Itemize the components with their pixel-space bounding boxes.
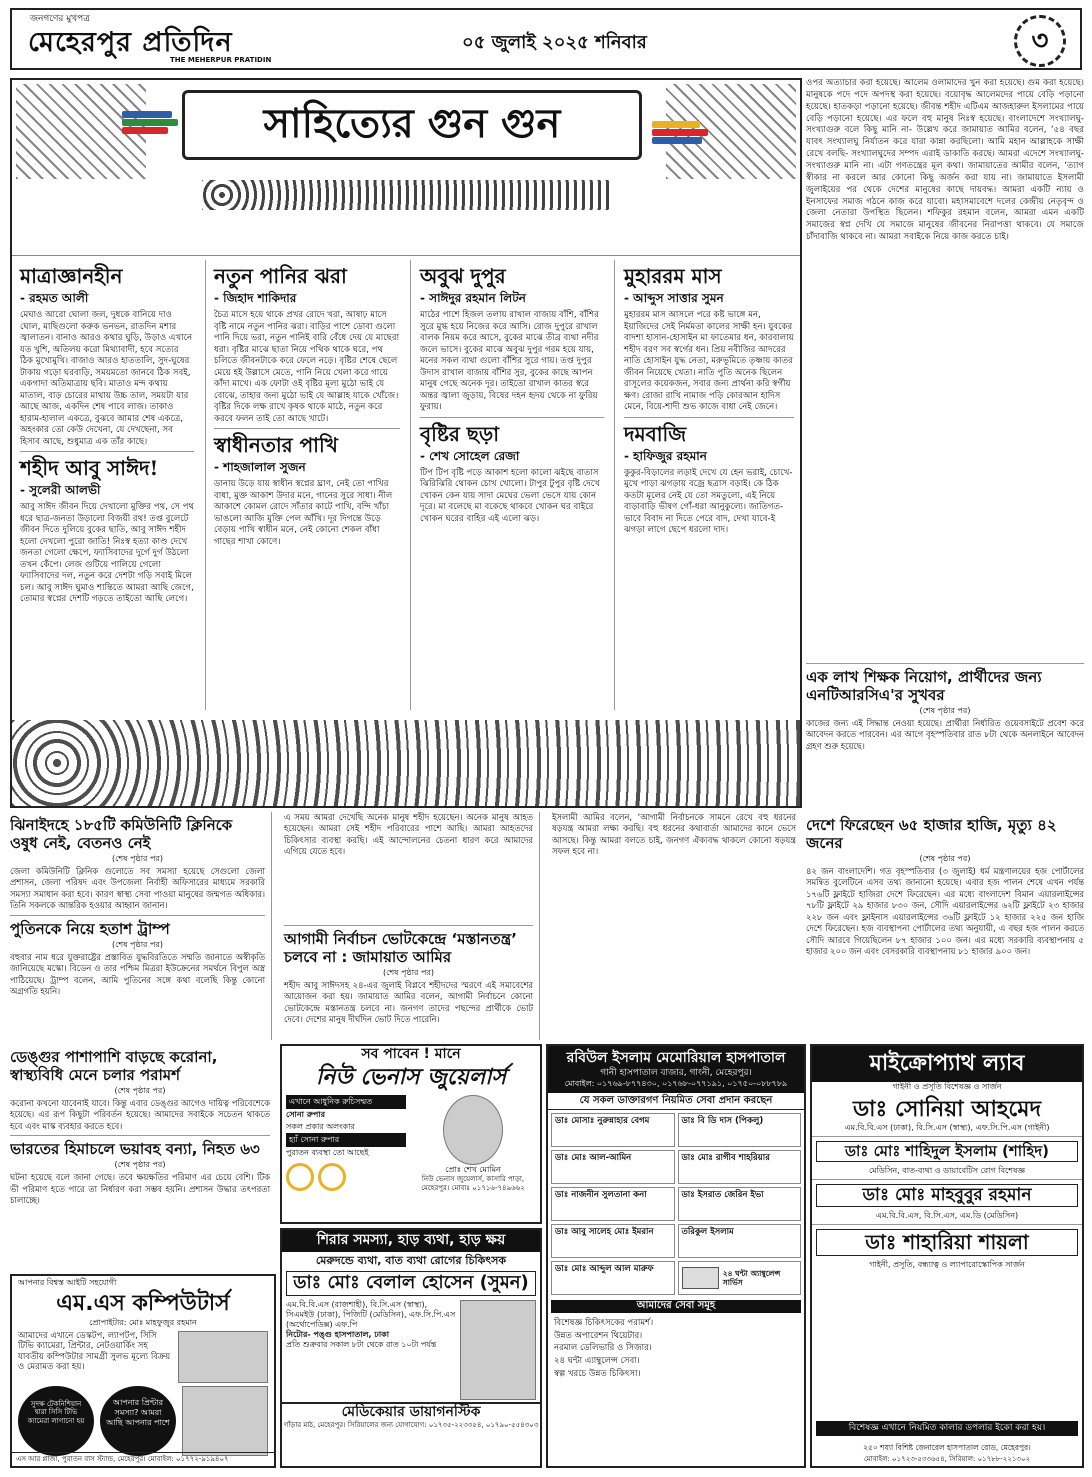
ad-address: এস আর প্লাজা, পুরাতন বাস স্ট্যান্ড, মেহেরপুর। মোবাইল: ০১৭৭২-৯১৯৪০৭ — [12, 1452, 274, 1466]
news-headline[interactable]: ভারতের হিমাচলে ভয়াবহ বন্যা, নিহত ৬৩ — [10, 1140, 260, 1159]
news-ntrca[interactable] — [806, 663, 1084, 752]
news-body: ইসলামী আমির বলেন, ‘আগামী নির্বাচনকে সামনে রেখে বহু ধরনের ষড়যন্ত্র আমরা লক্ষ্য করছি। বহু ধরনের কথাবার্তা আমাদের কানে ভেসে আসছে। কিন্তু আমরা বলতে চাই, জনগণ ঐক্যবদ্ধ থাকলে কোনো ষড়যন্ত্র সফল হবে না। — [552, 812, 796, 857]
doctor-photo — [460, 1300, 536, 1400]
diagnostic-center-name[interactable]: মেডিকেয়ার ডায়াগনস্টিক — [282, 1402, 540, 1422]
doctor-hospital: নিটোর- পঙ্গু হাসপাতাল, ঢাকা — [286, 1329, 390, 1339]
poem-author: - জিহাদ শাকিদার — [214, 291, 297, 305]
poem-author: - সাঈদুর রহমান লিটন — [420, 291, 526, 305]
doctor-degrees: এম.বি.বি.এস (রাজশাহী), বি.সি.এস (স্বাস্থ্য), সিএমইউ (ঢাকা), পিজিটি (মেডিসিন), এফ.সি.পি.এস (অর্থোপেডিক্স) এফ.পি — [286, 1299, 456, 1329]
lab-subtitle: গাইনী ও প্রসূতি বিশেষজ্ঞ ও সার্জন — [892, 1081, 1002, 1091]
news-headline[interactable]: ডেঙ্গুর পাশাপাশি বাড়ছে করোনা, স্বাস্থ্যবিধি মেনে চলার পরামর্শ — [10, 1048, 218, 1084]
lab-doctor[interactable]: ডাঃ শাহারিয়া শায়লা — [816, 1229, 1078, 1256]
ad-address: ২৫০ শয্যা বিশিষ্ট জেনারেল হাসপাতাল রোড, মেহেরপুর। — [863, 1442, 1031, 1452]
poem-column-3 — [414, 260, 610, 525]
divider — [284, 925, 533, 926]
poem-author: - শাহজালাল সুজন — [214, 460, 306, 475]
computer-products-icon — [182, 1386, 268, 1456]
news-headline[interactable]: এক লাখ শিক্ষক নিয়োগ, প্রার্থীদের জন্য এনটিআরসিএ'র সুখবর — [806, 668, 1042, 704]
lab-doctor-degree: মেডিসিন, বাত-ব্যথা ও ডায়াবেটিস রোগ বিশেষজ্ঞ — [868, 1165, 1026, 1175]
doctor-list-header: যে সকল ডাক্তারগণ নিয়মিত সেবা প্রদান করছেন — [548, 1093, 804, 1111]
news-hajj[interactable] — [806, 812, 1084, 1040]
cctv-badge: সুদক্ষ টেকনিশিয়ান দ্বারা সিসি টিভি ক্যামেরা লাগানো হয় — [18, 1386, 94, 1456]
divider — [812, 1224, 1082, 1225]
lab-doctor-degree: এম.বি.বি.এস (ঢাকা), বি.সি.এস (স্বাস্থ্য), এফ.সি.পি.এস (গাইনী) — [844, 1123, 1050, 1132]
service-item: ২৪ ঘন্টা এ্যাম্বুলেন্স সেবা। — [554, 1356, 640, 1366]
lab-doctor[interactable]: ডাঃ মোঃ মাহবুবুর রহমান — [816, 1184, 1078, 1207]
ad-company-name[interactable]: এম.এস কম্পিউটার্স — [56, 1291, 230, 1316]
news-body: শহীদ আবু সাঈদসহ ২৪-এর জুলাই বিপ্লবে শহীদদের স্মরণে এই সমাবেশের আয়োজন করা হয়। জামায়াত আমির বলেন, আগামী নির্বাচনে কোনো ভোটকেন্দ্রে মস্তানতন্ত্র চলবে না। জনগণ তাদের পছন্দের প্রার্থীকে ভোট দেবে। দেশের মানুষ দীর্ঘদিন ভোট দিতে পারেনি। — [284, 980, 533, 1025]
poem-title: স্বাধীনতার পাখি — [214, 433, 338, 458]
poem-title: নতুন পানির ঝরা — [214, 264, 347, 288]
news-body: কাজের জন্য এই সিদ্ধান্ত নেওয়া হয়েছে। প্রার্থীরা নির্ধারিত ওয়েবসাইটে প্রবেশ করে আবেদন করতে পারবেন। এর আগে বৃহস্পতিবার রাত ৮টা থেকে অনলাইনে আবেদন গ্রহণ শুরু হয়েছে। — [806, 718, 1084, 751]
literature-banner — [12, 80, 800, 256]
service-item: বিশেষজ্ঞ চিকিৎসকের পরামর্শ। — [554, 1317, 654, 1328]
doctor-name[interactable]: ডাঃ মোঃ বেলাল হোসেন (সুমন) — [286, 1271, 536, 1296]
news-headline[interactable]: আগামী নির্বাচন ভোটকেন্দ্রে ‘মস্তানতন্ত্র’ চলবে না : জামায়াত আমির — [284, 930, 517, 966]
printer-badge: আপনার প্রিন্টার সমস্যা? আমরা আছি আপনার পাশে — [100, 1386, 176, 1456]
ad-line: হ্যাঁ সোনা রুপার — [286, 1133, 406, 1147]
lab-doctor[interactable]: ডাঃ মোঃ শাহিদুল ইসলাম (শাহিদ) — [816, 1141, 1078, 1162]
ad-phone: মোবাইল: ০১৭২৩-৫৩৩৬৫৪, সিরিয়াল: ০১৭৮৮-২২১৩০২ — [863, 1455, 1031, 1464]
poem-title: শহীদ আবু সাঈদ! — [20, 456, 159, 481]
masthead — [10, 8, 1082, 70]
news-jamaat-1[interactable] — [278, 812, 540, 1040]
poem-text: মুহাররম মাস আসলে পরে কষ্ট ভাঙ্গে মন, ইয়াজিদের সেই নির্মমতা কালের সাক্ষী হন। যুবকের বাদশা হাসান-হোসাইন মা ফাতেমার ধন, কারবালায় শহীদ বরণ সব স্বর্গের ধন। প্রিয় নবীজির আদরের নাতি হোসাইন যুদ্ধ নেতা, মরুভূমিতে তৃষ্ণায় কাতর জীবন নিয়েছে খেতা। নাতি পুতি অনেক ছিলেন রাসূলের কয়েকজন, সবার জন্য প্রার্থনা করি স্বর্গীয় ক্ষণ। রোজা রাখি নামাজ পড়ি কোরআন হাদিস মেনে, বিয়ে-শাদী শুভ কাজে বাধা নেই জেনে। — [624, 310, 794, 413]
ad-line: পুরাতন ব্যবস্থা তো আছেই — [286, 1148, 369, 1157]
column-rule — [205, 260, 206, 710]
service-item: উন্নত অপারেশন থিয়েটার। — [554, 1330, 643, 1341]
lab-doctor-degree: গাইনী, প্রসূতি, বন্ধ্যাত্ব ও ল্যাপারোস্কোপিক সার্জন — [869, 1260, 1025, 1269]
ad-company-name[interactable]: নিউ ভেনাস জুয়েলার্স — [315, 1064, 507, 1090]
poem-title: মুহাররম মাস — [624, 264, 722, 288]
hospital-phone: মোবাইল: ০১৭৬৯-৮৭৭৪৩০, ০১৭৬৮-০৭৭১৯১, ০১৭৫০-০৮৮৭৮৯ — [564, 1078, 788, 1088]
ad-address: নিউ ভেনাস জুয়েলার্স, কাসারি পাড়া, মেহেরপুর। মোবাঃ ০১৭১৬-৭৪৯৬৬২ — [421, 1175, 525, 1192]
ad-address: গাঁড়ার মাঠ, মেহেরপুর। সিরিয়ালের জন্য যোগাযোগ: ০১৭৩৫-২২৩৩৫৪, ০১৭৯০-৫৫৪৩০৩ — [283, 1421, 539, 1430]
hospital-doctor[interactable]: ডাঃ মোঃ আব্দুল আল মারুফ — [551, 1261, 675, 1295]
lab-doctor-degree: এম.বি.বি.এস, বি.সি.এস, এম.ডি (মেডিসিন) — [875, 1211, 1019, 1220]
news-body: ঘটনা হয়েছে বলে জানা গেছে। তবে ক্ষয়ক্ষতির পরিমাণ এর চেয়ে বেশি। টিক ভী পরিমাণ হতে পারে তা নির্ধারণ করা সম্ভব হয়নি। প্রশাসন উদ্ধার তৎপরতা চালাচ্ছে। — [10, 1172, 270, 1206]
divider — [812, 1179, 1082, 1180]
doctor-schedule: প্রতি শুক্রবার সকাল ৮টা থেকে রাত ১০টা পর্যন্ত — [286, 1339, 437, 1349]
poem-text: টিপ টিপ বৃষ্টি পড়ে আকাশ হলো কালো ঝইছে বাতাস ঝিরিঝিরি থোকন চোখ খোলো। টাপুর টুপুর বৃষ্টি দেখে খোকন কেন যায় সাদা মেঘের ভেলা ভেসে যায় কোন দূরে। মা বলেছে মা বকেছে থাকবে খোকন ঘর বাইরে খোকন ঘরের বাহির এই এলো ঝড়। — [420, 467, 600, 524]
poem-title: দমবাজি — [624, 421, 687, 446]
books-icon — [122, 110, 182, 136]
hospital-doctor[interactable]: ডাঃ বি ডি দাস (পিকলু) — [678, 1113, 802, 1147]
literature-title: সাহিত্যের গুন গুন — [182, 90, 642, 160]
ad-specialty-2: মেরুদন্ডে ব্যথা, বাত ব্যথা রোগের চিকিৎসক — [315, 1253, 507, 1267]
ad-new-venus-jewellers[interactable] — [280, 1044, 542, 1224]
news-continued-label: (শেষ পৃষ্ঠার পর) — [114, 1160, 166, 1170]
service-item: স্বল্প খরচে উন্নত চিকিৎসা। — [554, 1368, 641, 1379]
owner-photo — [443, 1095, 503, 1165]
poem-text: চৈত্র মাসে হয়ে থাকে প্রখর রোদে খরা, আষাঢ় মাসে বৃষ্টি নামে নতুন পানির ঝরা। বাড়ির পাশে ডোবা গুলো পানি দিয়ে ভরা, নতুন পানিই বারি বেঁধে দেয় যে মাছেরা ধরা। বৃষ্টির মাঝে ছাতা নিয়ে পথিক থাকে ঘরে, পথ চলিতে জীবনটাকে করে ফেলে নড়ে। বৃষ্টির শেষে ছেলে মেয়ে হই উল্লাসে মেতে, পানি নিয়ে খেলা করে গায়ে কাঁদা মাখে। এক ফোটা ওই বৃষ্টির মূল্য মুঠো ভাই যে বোঝে, তাহার জন্য মুঠো ভাই যে আল্লাহ যাকে খোঁজে। বৃষ্টির দিকে লক্ষ রাখে কৃষক থাকে মাঠে, নতুন করে করবে ফলন তাই তো আছে খাটে। — [214, 310, 400, 424]
service-item: নরমাল ডেলিভারি ও সিজার। — [554, 1343, 652, 1354]
divider — [10, 1135, 270, 1136]
poem-column-2 — [208, 260, 406, 548]
poem-text: মেঘাও আরো ঘোলা জল, দুধকে বানিয়ে দাও ঘোল, মাছিগুলো করুক ভনভন, রাতদিন মশার জ্বালাতন। বানাও আরও কথার ঘুড়ি, উড়াও এখানে যত খুশি, অতিলয় করো মিথ্যাবাদী, হবে সত্যের ঠিক মুখোমুখি। বাজাও আরও হাততালি, সুদ-ঘুষের টাকায় গড়ো ঘরবাড়ি, সময়মতো জানবে ঠিক সবই, একগাদা অতিমাত্রায় ছবি। মাতাও মন্দ কথায় মাতাল, বাড় চোরের মাথায় উচ্চ তাল, সময়টা যার আছে আজ, একদিন শেষ পাবে লাজ। তাকাও হারাম-হালাল একত্রে, বুঝবে আমার শেষ একত্রে, অহংকার তো কেউ দেখেনা, যে দেখছেনা, সব হিসাব আছে, শুধুমাত্র এক তাঁর কাছে। — [20, 310, 193, 447]
books-icon — [652, 120, 712, 146]
ornament-band-icon — [202, 180, 612, 210]
ad-specialty: শিরার সমস্যা, হাড় ব্যথা, হাড় ক্ষয় — [282, 1230, 540, 1252]
poem-column-4 — [618, 260, 800, 537]
divider — [812, 1136, 1082, 1137]
hospital-doctor[interactable]: তরিকুল ইসলাম — [678, 1224, 802, 1258]
news-continued-label: (শেষ পৃষ্ঠার পর) — [112, 854, 163, 863]
news-headline[interactable]: পুতিনকে নিয়ে হতাশ ট্রাম্প — [10, 919, 170, 938]
poem-text: আবু সাঈদ জীবন দিয়ে দেখালো মুক্তির পথ, সে পথ ধরে ছাত্র-জনতা উড়ালো বিজয়ী রথ! তপ্ত বুলেটে জীবন দিতে দুলিয়ে বুকের ছাতি, আবু সাঈদ শহীদ হলো দেখলো পুরো জাতি! নিঃস্ব হত্যা কাণ্ড দেখে জনতা গেলো ক্ষেপে, ফ্যাসিবাদের দুর্গে দুর্গ উঠলো তখন কেঁপে। লেজ গুটিয়ে পালিয়ে গেলো ফ্যাসিবাদের দল, নতুন করে দেশটা গড়ি সবাই মিলে চল। আবু সাঈদ ঘুমাও শান্তিতে আমরা আছি জেগে, তোমার স্বপ্নের দেশটি গড়তে তাইতো আছি লেগে। — [20, 502, 194, 605]
ad-robiul-islam-hospital[interactable] — [546, 1044, 806, 1468]
masthead-tagline: জনগণের মুখপত্র — [30, 14, 90, 24]
news-continued-label: (শেষ পৃষ্ঠার পর) — [112, 939, 163, 949]
news-continued-label: (শেষ পৃষ্ঠার পর) — [114, 1086, 166, 1095]
services-list — [548, 1315, 804, 1383]
divider — [420, 417, 604, 418]
hospital-doctor[interactable]: ডাঃ মোঃ আল-আমিন — [551, 1150, 675, 1184]
gold-ring-icon — [286, 1163, 314, 1191]
news-dengue[interactable] — [10, 1044, 276, 1270]
divider — [624, 417, 794, 418]
lab-footer-banner: বিশেষজ্ঞ এখানে নিয়মিত কালার ডপলার ইকো করা হয়। — [816, 1421, 1078, 1436]
hospital-name[interactable]: রবিউল ইসলাম মেমোরিয়াল হাসপাতাল — [566, 1050, 786, 1066]
ambulance-service: ২৪ ঘন্টা অ্যাম্বুলেন্স সার্ভিস — [722, 1268, 781, 1288]
news-body: জেলা কমিউনিটি ক্লিনিক গুলোতে সব সমস্যা হয়েছে সেগুলো জেলা প্রশাসন, জেলা পরিষদ এবং উপজেলা নির্বাহী অফিসারের মাধ্যমে সরকারি সমস্যা সমাধান করা হবে। কারণ স্বাস্থ্য সেবা পাওয়া মানুষের জন্মগত অধিকার। তিনি সকলকে আন্তরিক হওয়ার আহ্বান জানান। — [10, 866, 265, 911]
news-body: এ সময় আমরা দেখেছি অনেক মানুষ শহীদ হয়েছেন। অনেক মানুষ আহত হয়েছেন। আমরা সেই শহীদ পরিবারের পাশে আছি। আমরা আহতদের চিকিৎসার ব্যবস্থা করছি। এই আন্দোলনের চেতনা ধারণ করে আমাদের এগিয়ে যেতে হবে। — [284, 812, 533, 857]
lab-doctor[interactable]: ডাঃ সোনিয়া আহমেদ — [852, 1096, 1042, 1122]
hospital-doctor[interactable]: ডাঃ মোসাঃ নুরুন্নাহার বেগম — [551, 1113, 675, 1147]
divider — [10, 915, 265, 916]
ad-line: সোনা রুপার — [286, 1110, 326, 1119]
column-rule — [410, 260, 411, 710]
ad-tagline: আপনার বিশ্বস্ত আইটি সহযোগী — [18, 1278, 117, 1287]
poem-author: - হাফিজুর রহমান — [624, 448, 707, 463]
ad-line: এখানে আধুনিক রুচিসম্মত — [286, 1095, 406, 1109]
poem-text: কুকুর-বিড়ালের লড়াই দেখে যে হেন ভরাই, চোখে-মুখে পাড়া ঝগড়ায় বজ্রে ছত্রাস বড়াই। কে ঠিক কতটা মূলের নেই যে তো সমতুল্যে, এই নিয়ে বাড়াবাড়ি ভীষণ গোঁ-ধরা আনুকুল্যে। জাতিগত-ভাবে বিবাদ না দিতে পেরে বাদ, দেখা যাবে-ই ঝগড়া লাগে ছেপে ধরলো দাদ। — [624, 467, 793, 536]
newspaper-logo-en: THE MEHERPUR PRATIDIN — [170, 56, 272, 64]
news-body: করোনা কখনো যাবেনাই যাবে। কিন্তু এবার ডেঙ্গুর আগেও দায়িত্ব পরিবেশেকে হয়েছে। এর রূপ কিছুটা পরিবর্তন হয়েছে। আমাদের সবাইকে সচেতন থাকতে হবে এবং মাস্ক ব্যবহার করতে হবে। — [10, 1098, 270, 1131]
news-continued-label: (শেষ পৃষ্ঠার পর) — [919, 854, 971, 863]
poem-column-1 — [14, 260, 200, 606]
page-number-badge: ৩ — [1014, 15, 1066, 67]
news-continued-label: (শেষ পৃষ্ঠার পর) — [383, 968, 434, 977]
hospital-doctor[interactable]: ডাঃ মোঃ রাগীব শাহরিয়ার — [678, 1150, 802, 1184]
lab-name[interactable]: মাইক্রোপ্যাথ ল্যাব — [812, 1046, 1082, 1082]
news-jamaat-2[interactable] — [546, 812, 802, 1040]
gold-bangle-icon — [318, 1163, 346, 1191]
hospital-address: গানী হাসপাতাল বাজার, গাংনী, মেহেরপুর। — [600, 1067, 752, 1078]
ad-micropath-lab[interactable] — [810, 1044, 1084, 1468]
poem-title: বৃষ্টির ছড়া — [420, 421, 500, 446]
poem-author: - সুলেরী আলভী — [20, 483, 101, 498]
floral-border-icon — [12, 720, 800, 806]
news-jhenaidah[interactable] — [10, 812, 272, 1040]
news-headline[interactable]: ঝিনাইদহে ১৮৫টি কমিউনিটি ক্লিনিকে ওষুধ নেই, বেতনও নেই — [10, 816, 233, 852]
issue-date: ০৫ জুলাই ২০২৫ শনিবার — [462, 32, 647, 53]
poem-text: মাঠের পাশে হিজল তলায় রাখাল বাজায় বাঁশি, বাঁশির সুরে মুগ্ধ হয়ে নিজের করে আসি। রোজ দুপুরে রাখাল বালক নিয়ম করে আসে, বুকের মাঝে তীব্র ব্যথা নদীর জলে ভাসে। বুকের মাঝে অবুঝ দুপুর গরম হয়ে যায়, মনের সকল ব্যথা গুলো বাঁশির সুরে গায়। তপ্ত দুপুর উদাস রাখাল বাজায় বাঁশির সুর, বুকের কাছে আপন মানুষ গেছে অনেক দূর। তাইতো রাখাল কাতর স্বরে অন্তর জ্বালা জুড়ায়, বিষের দহন হৃদয় থেকে না ফুরিয় ফুরায়। — [420, 310, 599, 413]
right-news-column — [806, 78, 1084, 808]
poem-text: ডানায় উড়ে যায় স্বাধীন স্বপ্নের ঘ্রাণ, নেই তো পাখির বাধা, মুক্ত আকাশ উদার মনে, গানের সুরে সাধা। নীল আকাশে কোমল রোদে সাঁতার কাটে পাখি, বন্দি খাঁচা ভাঙলো আজি মুক্তি পেল আঁখি। দূর দিগন্তে উড়ে বেড়ায় পাখি স্বাধীন মনে, নেই কোনো শেকল বাঁধা গাছের শাখা কোণে। — [214, 479, 393, 547]
ad-doctor-belal[interactable] — [280, 1228, 542, 1468]
ad-line: সকল প্রকার অলংকার — [286, 1122, 355, 1131]
services-header: আমাদের সেবা সমূহ — [551, 1300, 801, 1313]
hospital-doctor[interactable]: ডাঃ নাজনীন সুলতানা কনা — [551, 1187, 675, 1221]
divider — [214, 428, 400, 429]
literature-section — [10, 78, 802, 808]
ad-ms-computers[interactable] — [10, 1274, 276, 1468]
news-headline[interactable]: দেশে ফিরেছেন ৬৫ হাজার হাজি, মৃত্যু ৪২ জনের — [806, 816, 1057, 852]
poem-author: - রহমত আলী — [20, 291, 89, 305]
hospital-doctor[interactable]: ডাঃ আবু সালেহ মোঃ ইমরান — [551, 1224, 675, 1258]
cctv-camera-icon — [178, 1331, 268, 1383]
ambulance-icon — [682, 1267, 719, 1289]
news-continued-label: (শেষ পৃষ্ঠার পর) — [919, 706, 971, 715]
poem-author: - শেখ সোহেল রেজা — [420, 448, 520, 463]
poem-author: - আব্দুস সাত্তার সুমন — [624, 291, 724, 305]
poem-title: মাত্রাজ্ঞানহীন — [20, 264, 123, 288]
news-body: ৪২ জন বাংলাদেশি। গত বৃহস্পতিবার (৩ জুলাই) ধর্ম মন্ত্রণালয়ের হজ পোর্টালের সমন্বিত বুলেটিনে এসব তথ্য জানানো হয়েছে। এবার হজ পালন শেষে এখন পর্যন্ত ১৭৬টি ফ্লাইটে হাজিরা দেশে ফিরেছেন। এর মধ্যে বাংলাদেশ বিমান এয়ারলাইন্সের ৭৮টি ফ্লাইটে ২৯ হাজার ৮৩০ জন, সৌদি এয়ারলাইন্সের ৬২টি ফ্লাইটে ২৩ হাজার ২২৮ জন এবং ফ্লাইনাস এয়ারলাইন্সের ৩৬টি ফ্লাইটে ১২ হাজার ২২৫ জন হাজি দেশে ফিরেছেন। হজ ব্যবস্থাপনা পোর্টালের তথ্য অনুযায়ী, এ বছর হজ পালন করতে সৌদি আরবে গিয়েছিলেন ৮৭ হাজার ১০০ জন। এর মধ্যে সরকারি ব্যবস্থাপনায় ৫ হাজার ২০০ জন এবং বেসরকারি ব্যবস্থাপনায় ৮১ হাজার ৯০০ জন। — [806, 866, 1084, 956]
hospital-doctor[interactable]: ডাঃ ইসরাত জেরিন ইভা — [678, 1187, 802, 1221]
newspaper-logo[interactable]: মেহেরপুর প্রতিদিন — [28, 27, 233, 58]
poem-title: অবুঝ দুপুর — [420, 264, 506, 288]
ad-proprietor: প্রোপাইটার: মোঃ মাহফুজুর রহমান — [89, 1317, 197, 1327]
continued-article-text: ওপর অত্যাচার করা হয়েছে। আলেম ওলামাদের খুন করা হয়েছে। গুম করা হয়েছে। মানুষকে পদে পদে অপদস্থ করা হয়েছে। বয়োবৃদ্ধ আলেমদের পায়ে বেড়ি পড়ানো হয়েছে। হাতকড়া পড়ানো হয়েছে। জীবন্ত শহীদ এটিএম আজহারুল ইসলামের পায়ে বেড়ি পড়ানো হয়েছে। এর ফলে বহু মানুষ নিঃস্ব হয়েছে। বাংলাদেশে সংখ্যালঘু-সংখ্যাগুরু বলে কিছু মানি না- উল্লেখ করে জামায়াত আমির বলেন, ‘৫৪ বছর যাবৎ সংখ্যালঘু নির্যাতন করে যারা কান্না করছিলো। আমি মহান আল্লাহকে সাক্ষী রেখে বলছি- সংখ্যালঘুদের সম্পদ এরাই ডাকাতি করছে। আমরা এদেশে সংখ্যালঘু-সংখ্যাগুরু মানি না। এটা গণতন্ত্রের মূল কথা। জামায়াতের আমীর বলেন, ‘ত্যাগ স্বীকার না করলে আর কোনো কিছু অর্জন করা যায় না। জামায়াতে ইসলামী জুলাইয়ের পর থেকে দেশের মানুষের কাছে দায়বদ্ধ। আমরা একটি ন্যায় ও ইনসাফের সমাজ গঠনে কাজ করে যাবো। মহাসমাবেশে দলের কেন্দ্রীয় নেতৃবৃন্দ ও জেলা নেতারা উপস্থিত ছিলেন। শফিকুর রহমান বলেন, আমরা এমন একটি সমাজের স্বপ্ন দেখি যে সমাজে মানুষের জীবনের নিরাপত্তা থাকবে। যে সমাজে চাঁদাবাজি থাকবে না। আমরা সবাইকে নিয়ে কাজ করতে চাই। — [806, 78, 1084, 243]
ad-owner: প্রোঃ শেখ মোমিন — [445, 1165, 501, 1174]
column-rule — [614, 260, 615, 710]
divider — [20, 451, 194, 452]
news-body: বহুবার নাম ধরে যুক্তরাষ্ট্রের প্রস্তাবিত যুদ্ধবিরতিতে সম্মতি জানাতে অস্বীকৃতি জানিয়েছে মস্কো। বিডেন ও তার পশ্চিম মিত্ররা ইউক্রেনের সমর্থনে বিপুল অস্ত্র পাঠিয়েছে। ট্রাম্প বলেন, আমি পুতিনের সঙ্গে কথা বলেছি কিন্তু কোনো অগ্রগতি হয়নি। — [10, 951, 265, 996]
ad-tagline: সব পাবেন ! মানে — [361, 1046, 461, 1062]
ad-description: আমাদের এখানে ডেস্কটপ, ল্যাপটপ, সিসি টিভি ক্যামেরা, প্রিন্টার, নেটওয়ার্কিং সহ যাবতীয় কম্পিউটার সামগ্রী সুলভ মূল্যে বিক্রয় ও মেরামত করা হয়। — [18, 1330, 171, 1373]
